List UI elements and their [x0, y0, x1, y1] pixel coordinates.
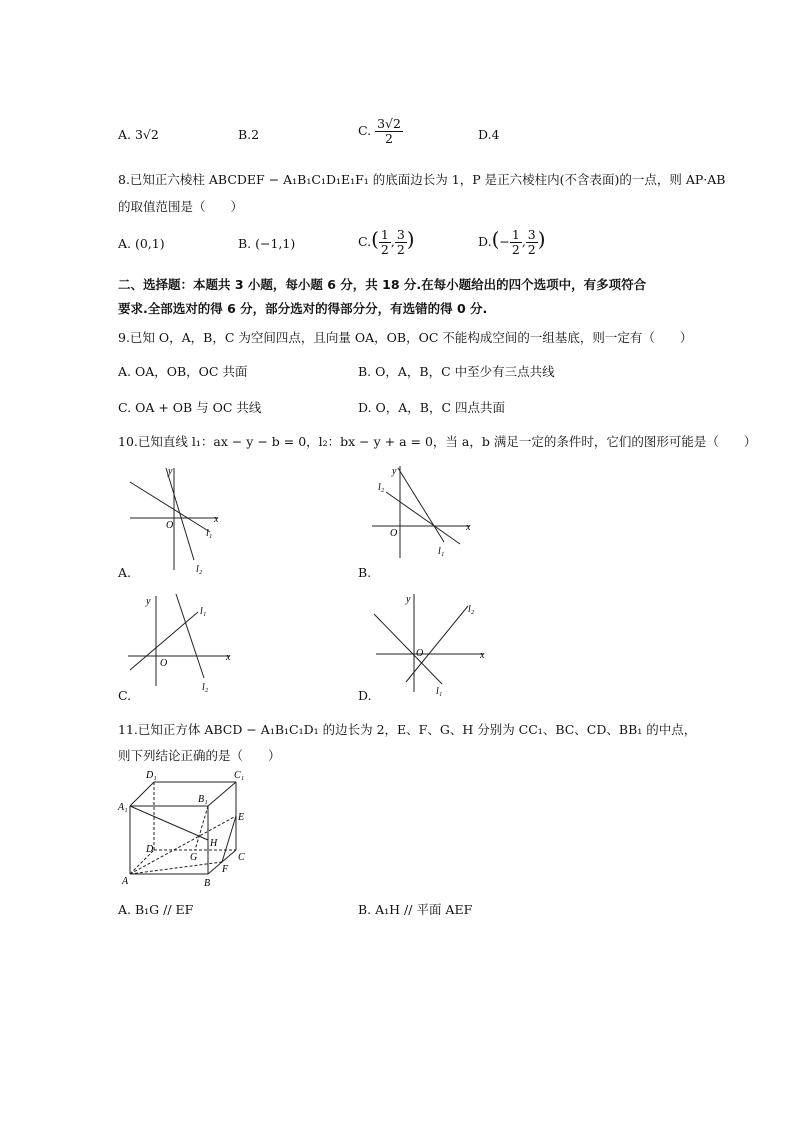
q10b-origin: O	[390, 528, 398, 539]
q10c-y-label: y	[146, 596, 151, 607]
q10d-line-l2	[406, 606, 468, 682]
q8-option-d-frac1	[510, 228, 522, 257]
q7-option-c-prefix: C.	[358, 123, 372, 138]
q10d-line-l1	[374, 614, 442, 684]
q8-option-c-prefix: C.	[358, 234, 372, 249]
section2-heading-line1: 二、选择题：本题共 3 小题，每小题 6 分，共 18 分.在每小题给出的四个选项中，有多项符合	[118, 277, 647, 292]
q10-graph-c	[118, 590, 238, 696]
cube-edge-a1d1	[130, 782, 154, 806]
q9-option-b: B. O，A，B，C 中至少有三点共线	[358, 364, 555, 379]
q8-d-n2: 3	[527, 227, 536, 242]
q10d-x-label: x	[480, 650, 485, 661]
q8-c-n1: 1	[380, 227, 389, 242]
q10d-y-label: y	[406, 594, 411, 605]
q10-label-d: D.	[358, 688, 372, 703]
q10d-l1-label: l₁	[436, 686, 443, 697]
q10c-origin: O	[160, 658, 168, 669]
q7-option-c-fraction	[375, 117, 403, 146]
q10c-x-label: x	[226, 652, 231, 663]
cube-label-g: G	[190, 852, 198, 863]
q8-c-d2: 2	[396, 242, 405, 257]
q10b-l1-label: l₁	[438, 546, 445, 557]
q10c-l1-label: l₁	[200, 606, 207, 617]
q8-c-d1: 2	[380, 242, 389, 257]
q10d-origin: O	[416, 648, 424, 659]
q10-label-b: B.	[358, 565, 372, 580]
q11-stem-line1: 11.已知正方体 ABCD − A₁B₁C₁D₁ 的边长为 2，E、F、G、H 分别为 CC₁、BC、CD、BB₁ 的中点，	[118, 722, 697, 737]
q8-stem-line1: 8.已知正六棱柱 ABCDEF − A₁B₁C₁D₁E₁F₁ 的底面边长为 1，P 是正六棱柱内(不含表面)的一点，则 AP·AB	[118, 172, 726, 187]
q8-option-a: A. (0,1)	[118, 236, 165, 251]
q7-option-c-numerator: 3√2	[377, 116, 401, 131]
cube-label-f: F	[222, 864, 229, 875]
q10d-l2-label: l₂	[468, 604, 475, 615]
q7-option-b: B.2	[238, 127, 260, 142]
cube-edge-b1c1	[208, 782, 236, 806]
q8-d-n1: 1	[511, 227, 520, 242]
cube-segment-b1g	[195, 806, 208, 850]
cube-label-d1: D₁	[146, 770, 157, 781]
q7-option-c	[358, 117, 403, 146]
q8-d-d1: 2	[511, 242, 520, 257]
cube-label-h: H	[210, 838, 218, 849]
section2-heading-line2: 要求.全部选对的得 6 分，部分选对的得部分分，有选错的得 0 分.	[118, 301, 488, 316]
q10a-line-l2	[166, 468, 194, 560]
cube-label-b: B	[204, 878, 211, 889]
q8-option-d-frac2	[526, 228, 538, 257]
q10-graph-d	[366, 588, 490, 698]
cube-label-e: E	[238, 812, 245, 823]
q10-label-a: A.	[118, 565, 132, 580]
q8-option-b: B. (−1,1)	[238, 236, 296, 251]
q11-option-a: A. B₁G // EF	[118, 902, 194, 917]
q8-d-d2: 2	[527, 242, 536, 257]
q11-option-b: B. A₁H // 平面 AEF	[358, 902, 473, 917]
q10b-l2-label: l₂	[378, 482, 385, 493]
q10a-origin: O	[166, 520, 174, 531]
q8-c-n2: 3	[396, 227, 405, 242]
q10-graph-b	[366, 462, 476, 562]
q9-option-d: D. O，A，B，C 四点共面	[358, 400, 506, 415]
cube-label-a1: A₁	[118, 802, 128, 813]
q7-option-d: D.4	[478, 127, 500, 142]
q10a-l2-label: l₂	[196, 564, 203, 575]
q7-option-a: A. 3√2	[118, 127, 159, 142]
q10b-x-label: x	[466, 522, 471, 533]
cube-label-d: D	[146, 844, 154, 855]
q10a-y-label: y	[168, 466, 173, 477]
q8-option-c: C.( $\frac{1}{2}$ , $\frac{3}{2}$ )	[358, 227, 415, 257]
q8-option-d: D.(− $\frac{1}{2}$ , $\frac{3}{2}$ )	[478, 227, 546, 257]
q10-stem: 10.已知直线 l₁：ax − y − b = 0，l₂：bx − y + a = 0，当 a，b 满足一定的条件时，它们的图形可能是（ ）	[118, 434, 757, 449]
cube-label-a: A	[122, 876, 129, 887]
q10-label-c: C.	[118, 688, 132, 703]
q8-option-c-frac1	[379, 228, 391, 257]
q10a-l1-label: l₁	[206, 528, 213, 539]
q8-option-d-prefix: D.	[478, 234, 492, 249]
q8-option-c-frac2	[395, 228, 407, 257]
q10c-l2-label: l₂	[202, 682, 209, 693]
cube-label-c: C	[238, 852, 245, 863]
q11-cube-diagram	[112, 768, 262, 890]
q7-option-c-denominator: 2	[385, 131, 393, 146]
q9-option-c: C. OA + OB 与 OC 共线	[118, 400, 262, 415]
q11-stem-line2: 则下列结论正确的是（ ）	[118, 748, 281, 763]
q10-graph-a	[118, 462, 228, 578]
q10b-y-label: y	[392, 466, 397, 477]
q8-stem-line2: 的取值范围是（ ）	[118, 199, 244, 214]
q10a-x-label: x	[214, 514, 219, 525]
cube-segment-a1h	[130, 806, 208, 840]
cube-label-c1: C₁	[234, 770, 245, 781]
cube-label-b1: B₁	[198, 794, 208, 805]
q9-stem: 9.已知 O，A，B，C 为空间四点，且向量 OA，OB，OC 不能构成空间的一组基底，则一定有（ ）	[118, 330, 693, 345]
q9-option-a: A. OA，OB，OC 共面	[118, 364, 248, 379]
